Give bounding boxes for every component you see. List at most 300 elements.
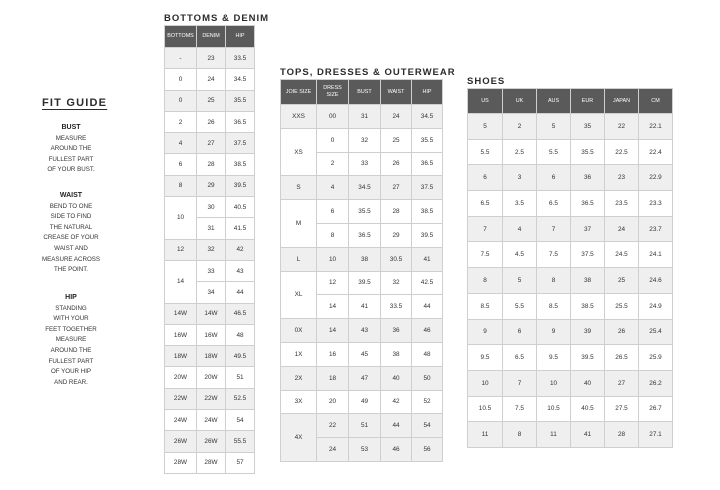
value-cell: 5 <box>503 268 537 294</box>
value-cell: 52 <box>412 390 443 414</box>
value-cell: 24W <box>197 410 226 431</box>
value-cell: 36.5 <box>226 111 255 132</box>
value-cell: 6.5 <box>537 191 571 217</box>
value-cell: 5.5 <box>537 139 571 165</box>
value-cell: 25 <box>197 90 226 111</box>
value-cell: 27.5 <box>605 396 639 422</box>
value-cell: 7 <box>503 370 537 396</box>
value-cell: 14W <box>197 303 226 324</box>
size-cell: 2X <box>281 366 317 390</box>
value-cell: 26 <box>605 319 639 345</box>
column-header: JAPAN <box>605 89 639 114</box>
tops-body <box>281 105 443 462</box>
value-cell: 9 <box>468 319 503 345</box>
bottoms-table <box>164 25 255 474</box>
size-cell: 6 <box>165 154 197 175</box>
value-cell: 35.5 <box>571 139 605 165</box>
value-cell: 28 <box>381 200 412 224</box>
fit-guide-title: FIT GUIDE <box>42 97 108 109</box>
value-cell: 7 <box>468 216 503 242</box>
value-cell: 34.5 <box>226 69 255 90</box>
value-cell: 36.5 <box>349 223 381 247</box>
column-header: US <box>468 89 503 114</box>
value-cell: 46.5 <box>226 303 255 324</box>
value-cell: 9.5 <box>468 345 503 371</box>
table-row <box>468 396 673 422</box>
size-cell: 16W <box>165 324 197 345</box>
value-cell: 42.5 <box>412 271 443 295</box>
table-row <box>165 367 255 388</box>
value-cell: 22 <box>605 114 639 140</box>
value-cell: 22.4 <box>639 139 673 165</box>
hip-line: OF YOUR HIP <box>50 368 92 376</box>
table-row <box>165 260 255 281</box>
value-cell: 23 <box>197 48 226 69</box>
size-cell: 4 <box>165 133 197 154</box>
value-cell: 55.5 <box>226 431 255 452</box>
bust-line: AROUND THE <box>50 145 92 153</box>
table-row <box>165 69 255 90</box>
value-cell: 54 <box>226 410 255 431</box>
table-row <box>281 200 443 224</box>
value-cell: 24 <box>605 216 639 242</box>
size-cell: 14 <box>165 260 197 303</box>
table-row <box>281 342 443 366</box>
value-cell: 6 <box>317 200 349 224</box>
value-cell: 27 <box>605 370 639 396</box>
value-cell: 2.5 <box>503 139 537 165</box>
value-cell: 26 <box>381 152 412 176</box>
value-cell: 34.5 <box>349 176 381 200</box>
table-row <box>468 319 673 345</box>
table-row <box>165 175 255 196</box>
value-cell: 40.5 <box>571 396 605 422</box>
value-cell: 47 <box>349 366 381 390</box>
value-cell: 28W <box>197 452 226 473</box>
table-row <box>281 128 443 152</box>
value-cell: 39.5 <box>571 345 605 371</box>
value-cell: 32 <box>381 271 412 295</box>
value-cell: 6.5 <box>468 191 503 217</box>
value-cell: 9.5 <box>537 345 571 371</box>
size-cell: 8 <box>165 175 197 196</box>
table-row <box>468 191 673 217</box>
value-cell: 32 <box>197 239 226 260</box>
value-cell: 36.5 <box>412 152 443 176</box>
value-cell: 43 <box>349 319 381 343</box>
waist-heading: WAIST <box>59 192 83 199</box>
value-cell: 40.5 <box>226 197 255 218</box>
value-cell: 0 <box>317 128 349 152</box>
value-cell: 6.5 <box>503 345 537 371</box>
value-cell: 34 <box>197 282 226 303</box>
value-cell: 50 <box>412 366 443 390</box>
value-cell: 40 <box>381 366 412 390</box>
value-cell: 41 <box>412 247 443 271</box>
value-cell: 3 <box>503 165 537 191</box>
hip-line: MEASURE <box>55 336 87 344</box>
size-cell: 20W <box>165 367 197 388</box>
table-row <box>165 154 255 175</box>
value-cell: 8 <box>537 268 571 294</box>
table-row <box>165 452 255 473</box>
table-row <box>468 165 673 191</box>
bust-guide <box>26 123 116 176</box>
value-cell: 35.5 <box>349 200 381 224</box>
value-cell: 36 <box>571 165 605 191</box>
column-header: JOIE SIZE <box>281 80 317 105</box>
table-row <box>468 242 673 268</box>
table-row <box>468 422 673 448</box>
size-cell: 22W <box>165 388 197 409</box>
hip-line: STANDING <box>55 304 87 312</box>
table-row <box>165 111 255 132</box>
value-cell: 25.9 <box>639 345 673 371</box>
value-cell: 22.9 <box>639 165 673 191</box>
value-cell: 8 <box>503 422 537 448</box>
value-cell: 24.1 <box>639 242 673 268</box>
value-cell: 41 <box>571 422 605 448</box>
value-cell: 10.5 <box>468 396 503 422</box>
value-cell: 29 <box>381 223 412 247</box>
value-cell: 24 <box>317 438 349 462</box>
value-cell: 27 <box>197 133 226 154</box>
value-cell: 22 <box>317 414 349 438</box>
value-cell: 23.7 <box>639 216 673 242</box>
value-cell: 23.3 <box>639 191 673 217</box>
value-cell: 10.5 <box>537 396 571 422</box>
value-cell: 20W <box>197 367 226 388</box>
value-cell: 38 <box>349 247 381 271</box>
column-header: CM <box>639 89 673 114</box>
value-cell: 25 <box>605 268 639 294</box>
value-cell: 34.5 <box>412 105 443 129</box>
value-cell: 38.5 <box>226 154 255 175</box>
value-cell: 7.5 <box>468 242 503 268</box>
table-row <box>468 216 673 242</box>
bottoms-body <box>165 48 255 474</box>
value-cell: 46 <box>412 319 443 343</box>
value-cell: 00 <box>317 105 349 129</box>
value-cell: 24.5 <box>605 242 639 268</box>
column-header: EUR <box>571 89 605 114</box>
table-row <box>468 139 673 165</box>
value-cell: 43 <box>226 260 255 281</box>
value-cell: 8 <box>317 223 349 247</box>
value-cell: 6 <box>537 165 571 191</box>
value-cell: 7.5 <box>503 396 537 422</box>
value-cell: 53 <box>349 438 381 462</box>
table-row <box>468 293 673 319</box>
value-cell: 36 <box>381 319 412 343</box>
column-header: HIP <box>412 80 443 105</box>
value-cell: 2 <box>317 152 349 176</box>
value-cell: 10 <box>468 370 503 396</box>
value-cell: 41.5 <box>226 218 255 239</box>
table-row <box>165 431 255 452</box>
column-header: WAIST <box>381 80 412 105</box>
table-row <box>165 388 255 409</box>
size-cell: XL <box>281 271 317 319</box>
value-cell: 12 <box>317 271 349 295</box>
waist-line: WAIST AND <box>54 244 88 252</box>
value-cell: 5 <box>468 114 503 140</box>
tops-title: TOPS, DRESSES & OUTERWEAR <box>280 67 456 78</box>
bottoms-header-row <box>165 26 255 48</box>
value-cell: 42 <box>226 239 255 260</box>
value-cell: 26 <box>197 111 226 132</box>
hip-line: AND REAR. <box>54 378 88 386</box>
value-cell: 41 <box>349 295 381 319</box>
value-cell: 39 <box>571 319 605 345</box>
value-cell: 39.5 <box>412 223 443 247</box>
table-row <box>165 133 255 154</box>
value-cell: 6 <box>503 319 537 345</box>
bust-line: MEASURE <box>55 134 87 142</box>
value-cell: 26W <box>197 431 226 452</box>
waist-line: SIDE TO FIND <box>50 213 92 221</box>
value-cell: 16 <box>317 342 349 366</box>
hip-line: WITH YOUR <box>53 315 89 323</box>
value-cell: 24 <box>197 69 226 90</box>
value-cell: 4 <box>503 216 537 242</box>
table-row <box>468 268 673 294</box>
value-cell: 5 <box>537 114 571 140</box>
shoes-table <box>467 88 673 448</box>
value-cell: 39.5 <box>349 271 381 295</box>
value-cell: 38 <box>571 268 605 294</box>
waist-line: THE NATURAL <box>49 223 93 231</box>
value-cell: 26.7 <box>639 396 673 422</box>
value-cell: 18W <box>197 346 226 367</box>
value-cell: 32 <box>349 128 381 152</box>
value-cell: 40 <box>571 370 605 396</box>
value-cell: 11 <box>537 422 571 448</box>
bust-heading: BUST <box>61 124 81 131</box>
value-cell: 46 <box>381 438 412 462</box>
value-cell: 8.5 <box>537 293 571 319</box>
waist-line: THE POINT. <box>53 266 89 274</box>
size-cell: 4X <box>281 414 317 462</box>
value-cell: 39.5 <box>226 175 255 196</box>
value-cell: 23.5 <box>605 191 639 217</box>
table-row <box>281 414 443 438</box>
value-cell: 4.5 <box>503 242 537 268</box>
waist-line: MEASURE ACROSS <box>41 255 101 263</box>
value-cell: 51 <box>226 367 255 388</box>
value-cell: 33.5 <box>226 48 255 69</box>
hip-guide <box>26 293 116 388</box>
size-cell: 1X <box>281 342 317 366</box>
value-cell: 31 <box>197 218 226 239</box>
value-cell: 14 <box>317 295 349 319</box>
table-row <box>281 105 443 129</box>
value-cell: 14 <box>317 319 349 343</box>
table-row <box>165 410 255 431</box>
value-cell: 23 <box>605 165 639 191</box>
value-cell: 25 <box>381 128 412 152</box>
value-cell: 20 <box>317 390 349 414</box>
value-cell: 38 <box>381 342 412 366</box>
value-cell: 3.5 <box>503 191 537 217</box>
value-cell: 36.5 <box>571 191 605 217</box>
value-cell: 25.4 <box>639 319 673 345</box>
value-cell: 27.1 <box>639 422 673 448</box>
size-cell: 12 <box>165 239 197 260</box>
size-cell: - <box>165 48 197 69</box>
column-header: BUST <box>349 80 381 105</box>
value-cell: 52.5 <box>226 388 255 409</box>
value-cell: 37.5 <box>226 133 255 154</box>
size-cell: M <box>281 200 317 248</box>
size-cell: L <box>281 247 317 271</box>
table-row <box>165 324 255 345</box>
value-cell: 28 <box>605 422 639 448</box>
tops-table <box>280 79 443 462</box>
table-row <box>281 390 443 414</box>
value-cell: 27 <box>381 176 412 200</box>
size-cell: 14W <box>165 303 197 324</box>
value-cell: 22W <box>197 388 226 409</box>
value-cell: 2 <box>503 114 537 140</box>
value-cell: 42 <box>381 390 412 414</box>
value-cell: 35.5 <box>226 90 255 111</box>
table-row <box>281 319 443 343</box>
hip-heading: HIP <box>65 294 77 301</box>
value-cell: 45 <box>349 342 381 366</box>
table-row <box>281 366 443 390</box>
value-cell: 37 <box>571 216 605 242</box>
value-cell: 38.5 <box>412 200 443 224</box>
value-cell: 48 <box>226 324 255 345</box>
column-header: DRESS SIZE <box>317 80 349 105</box>
table-row <box>468 345 673 371</box>
table-row <box>165 90 255 111</box>
waist-guide <box>26 191 116 276</box>
value-cell: 7 <box>537 216 571 242</box>
value-cell: 10 <box>317 247 349 271</box>
value-cell: 33 <box>197 260 226 281</box>
shoes-body <box>468 114 673 448</box>
value-cell: 44 <box>412 295 443 319</box>
value-cell: 8.5 <box>468 293 503 319</box>
value-cell: 31 <box>349 105 381 129</box>
hip-line: AROUND THE <box>50 346 92 354</box>
value-cell: 35.5 <box>412 128 443 152</box>
value-cell: 24 <box>381 105 412 129</box>
value-cell: 7.5 <box>537 242 571 268</box>
table-row <box>468 370 673 396</box>
value-cell: 9 <box>537 319 571 345</box>
value-cell: 37.5 <box>412 176 443 200</box>
value-cell: 54 <box>412 414 443 438</box>
value-cell: 4 <box>317 176 349 200</box>
value-cell: 49.5 <box>226 346 255 367</box>
size-cell: 2 <box>165 111 197 132</box>
value-cell: 24.6 <box>639 268 673 294</box>
value-cell: 30.5 <box>381 247 412 271</box>
hip-line: FULLEST PART <box>48 357 94 365</box>
shoes-title: SHOES <box>467 76 506 87</box>
hip-line: FEET TOGETHER <box>45 325 97 333</box>
value-cell: 26.5 <box>605 345 639 371</box>
waist-line: CREASE OF YOUR <box>43 234 99 242</box>
value-cell: 56 <box>412 438 443 462</box>
value-cell: 29 <box>197 175 226 196</box>
value-cell: 5.5 <box>468 139 503 165</box>
value-cell: 28 <box>197 154 226 175</box>
size-cell: 24W <box>165 410 197 431</box>
bottoms-title: BOTTOMS & DENIM <box>164 13 270 24</box>
size-cell: XXS <box>281 105 317 129</box>
value-cell: 26.2 <box>639 370 673 396</box>
value-cell: 48 <box>412 342 443 366</box>
shoes-header-row <box>468 89 673 114</box>
value-cell: 22.5 <box>605 139 639 165</box>
value-cell: 8 <box>468 268 503 294</box>
table-row <box>165 48 255 69</box>
bust-line: FULLEST PART <box>48 155 94 163</box>
column-header: HIP <box>226 26 255 48</box>
size-cell: 0 <box>165 69 197 90</box>
size-cell: 26W <box>165 431 197 452</box>
value-cell: 10 <box>537 370 571 396</box>
size-cell: 0 <box>165 90 197 111</box>
size-cell: 3X <box>281 390 317 414</box>
value-cell: 33 <box>349 152 381 176</box>
value-cell: 33.5 <box>381 295 412 319</box>
column-header: UK <box>503 89 537 114</box>
size-cell: 18W <box>165 346 197 367</box>
size-cell: 0X <box>281 319 317 343</box>
value-cell: 44 <box>226 282 255 303</box>
table-row <box>281 247 443 271</box>
table-row <box>281 176 443 200</box>
value-cell: 18 <box>317 366 349 390</box>
value-cell: 57 <box>226 452 255 473</box>
table-row <box>165 346 255 367</box>
bust-line: OF YOUR BUST. <box>47 166 95 174</box>
value-cell: 37.5 <box>571 242 605 268</box>
table-row <box>165 239 255 260</box>
value-cell: 49 <box>349 390 381 414</box>
value-cell: 25.5 <box>605 293 639 319</box>
value-cell: 5.5 <box>503 293 537 319</box>
table-row <box>281 271 443 295</box>
value-cell: 11 <box>468 422 503 448</box>
waist-line: BEND TO ONE <box>49 202 93 210</box>
tops-header-row <box>281 80 443 105</box>
column-header: AUS <box>537 89 571 114</box>
column-header: DENIM <box>197 26 226 48</box>
value-cell: 30 <box>197 197 226 218</box>
size-cell: S <box>281 176 317 200</box>
value-cell: 24.9 <box>639 293 673 319</box>
table-row <box>468 114 673 140</box>
value-cell: 6 <box>468 165 503 191</box>
value-cell: 51 <box>349 414 381 438</box>
value-cell: 35 <box>571 114 605 140</box>
value-cell: 16W <box>197 324 226 345</box>
size-cell: XS <box>281 128 317 176</box>
value-cell: 44 <box>381 414 412 438</box>
column-header: BOTTOMS <box>165 26 197 48</box>
size-cell: 10 <box>165 197 197 240</box>
value-cell: 22.1 <box>639 114 673 140</box>
table-row <box>165 197 255 218</box>
table-row <box>165 303 255 324</box>
value-cell: 38.5 <box>571 293 605 319</box>
